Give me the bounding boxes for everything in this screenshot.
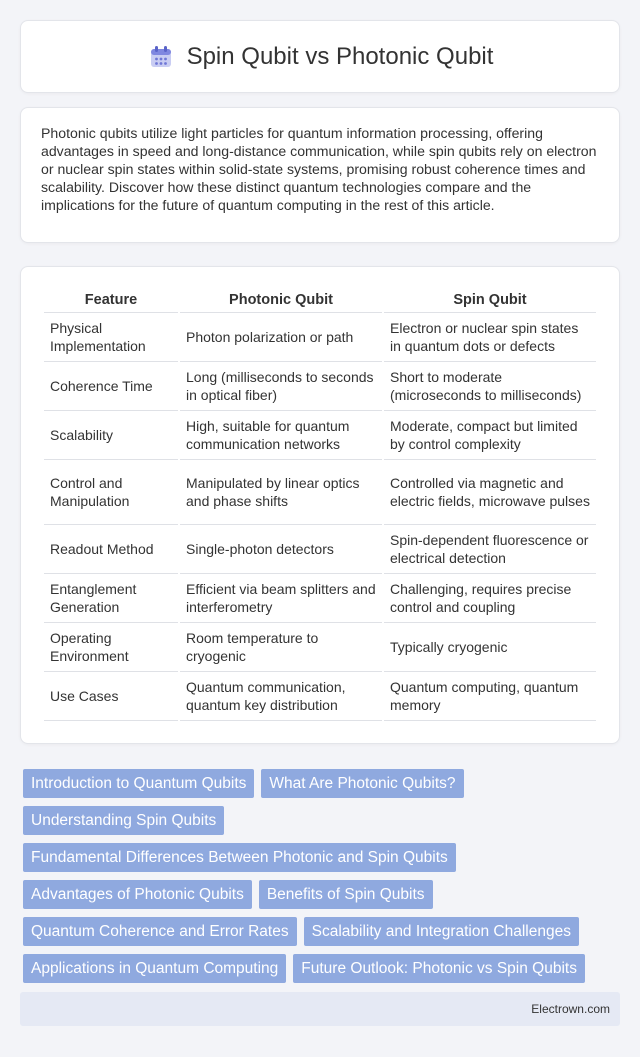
table-row — [44, 623, 596, 672]
table-row — [44, 313, 596, 362]
table-cell-spin: Quantum computing, quantum memory — [384, 672, 596, 721]
topic-tag-spin-benefits[interactable]: Benefits of Spin Qubits — [259, 880, 433, 909]
table-cell-spin: Controlled via magnetic and electric fields, microwave pulses — [384, 460, 596, 525]
table-row — [44, 574, 596, 623]
page-title: Spin Qubit vs Photonic Qubit — [186, 42, 494, 70]
title-card — [20, 20, 620, 93]
intro-card — [20, 107, 620, 243]
table-cell-photonic: Long (milliseconds to seconds in optical fiber) — [180, 362, 382, 411]
table-cell-photonic: Efficient via beam splitters and interferometry — [180, 574, 382, 623]
calendar-icon — [147, 43, 175, 71]
table-cell-spin: Moderate, compact but limited by control complexity — [384, 411, 596, 460]
table-header-cell: Spin Qubit — [384, 287, 596, 313]
table-cell-feature: Readout Method — [44, 525, 178, 574]
table-cell-feature: Control and Manipulation — [44, 460, 178, 525]
table-cell-photonic: Room temperature to cryogenic — [180, 623, 382, 672]
table-header-cell: Photonic Qubit — [180, 287, 382, 313]
table-header-cell: Feature — [44, 287, 178, 313]
topic-tag-future-outlook[interactable]: Future Outlook: Photonic vs Spin Qubits — [293, 954, 585, 983]
topic-tag-introduction[interactable]: Introduction to Quantum Qubits — [23, 769, 254, 798]
intro-text: Photonic qubits utilize light particles for quantum information processing, offering advantages in speed and long-distance communication, while spin qubits rely on electron or nuclear spin states within solid-state systems, promising robust coherence times and scalability. Discover how these distinct quantum technologies compare and the implications for the future of quantum computing in the rest of this article. — [41, 125, 597, 213]
topic-tag-photonic-qubits[interactable]: What Are Photonic Qubits? — [261, 769, 463, 798]
table-cell-spin: Typically cryogenic — [384, 623, 596, 672]
footer-site-link[interactable]: Electrown.com — [531, 1002, 610, 1016]
table-cell-feature: Entanglement Generation — [44, 574, 178, 623]
table-cell-spin: Electron or nuclear spin states in quantum dots or defects — [384, 313, 596, 362]
topic-tag-spin-qubits[interactable]: Understanding Spin Qubits — [23, 806, 224, 835]
topic-tag-photonic-advantages[interactable]: Advantages of Photonic Qubits — [23, 880, 252, 909]
table-row — [44, 362, 596, 411]
table-cell-feature: Physical Implementation — [44, 313, 178, 362]
table-cell-spin: Spin-dependent fluorescence or electrical detection — [384, 525, 596, 574]
table-cell-feature: Operating Environment — [44, 623, 178, 672]
table-cell-photonic: High, suitable for quantum communication networks — [180, 411, 382, 460]
table-cell-feature: Use Cases — [44, 672, 178, 721]
table-cell-photonic: Photon polarization or path — [180, 313, 382, 362]
table-cell-spin: Short to moderate (microseconds to milliseconds) — [384, 362, 596, 411]
table-cell-photonic: Single-photon detectors — [180, 525, 382, 574]
table-cell-photonic: Manipulated by linear optics and phase shifts — [180, 460, 382, 525]
table-cell-feature: Coherence Time — [44, 362, 178, 411]
comparison-table-card — [20, 266, 620, 744]
table-row — [44, 460, 596, 525]
comparison-table — [42, 287, 598, 721]
table-cell-spin: Challenging, requires precise control and coupling — [384, 574, 596, 623]
topic-tag-differences[interactable]: Fundamental Differences Between Photonic and Spin Qubits — [23, 843, 456, 872]
table-header-row — [44, 287, 596, 313]
table-row — [44, 525, 596, 574]
topic-tag-applications[interactable]: Applications in Quantum Computing — [23, 954, 286, 983]
table-cell-feature: Scalability — [44, 411, 178, 460]
table-row — [44, 411, 596, 460]
footer — [20, 992, 620, 1026]
topic-tag-list — [20, 769, 620, 983]
topic-tag-scalability[interactable]: Scalability and Integration Challenges — [304, 917, 579, 946]
topic-tag-coherence[interactable]: Quantum Coherence and Error Rates — [23, 917, 297, 946]
table-cell-photonic: Quantum communication, quantum key distribution — [180, 672, 382, 721]
table-row — [44, 672, 596, 721]
